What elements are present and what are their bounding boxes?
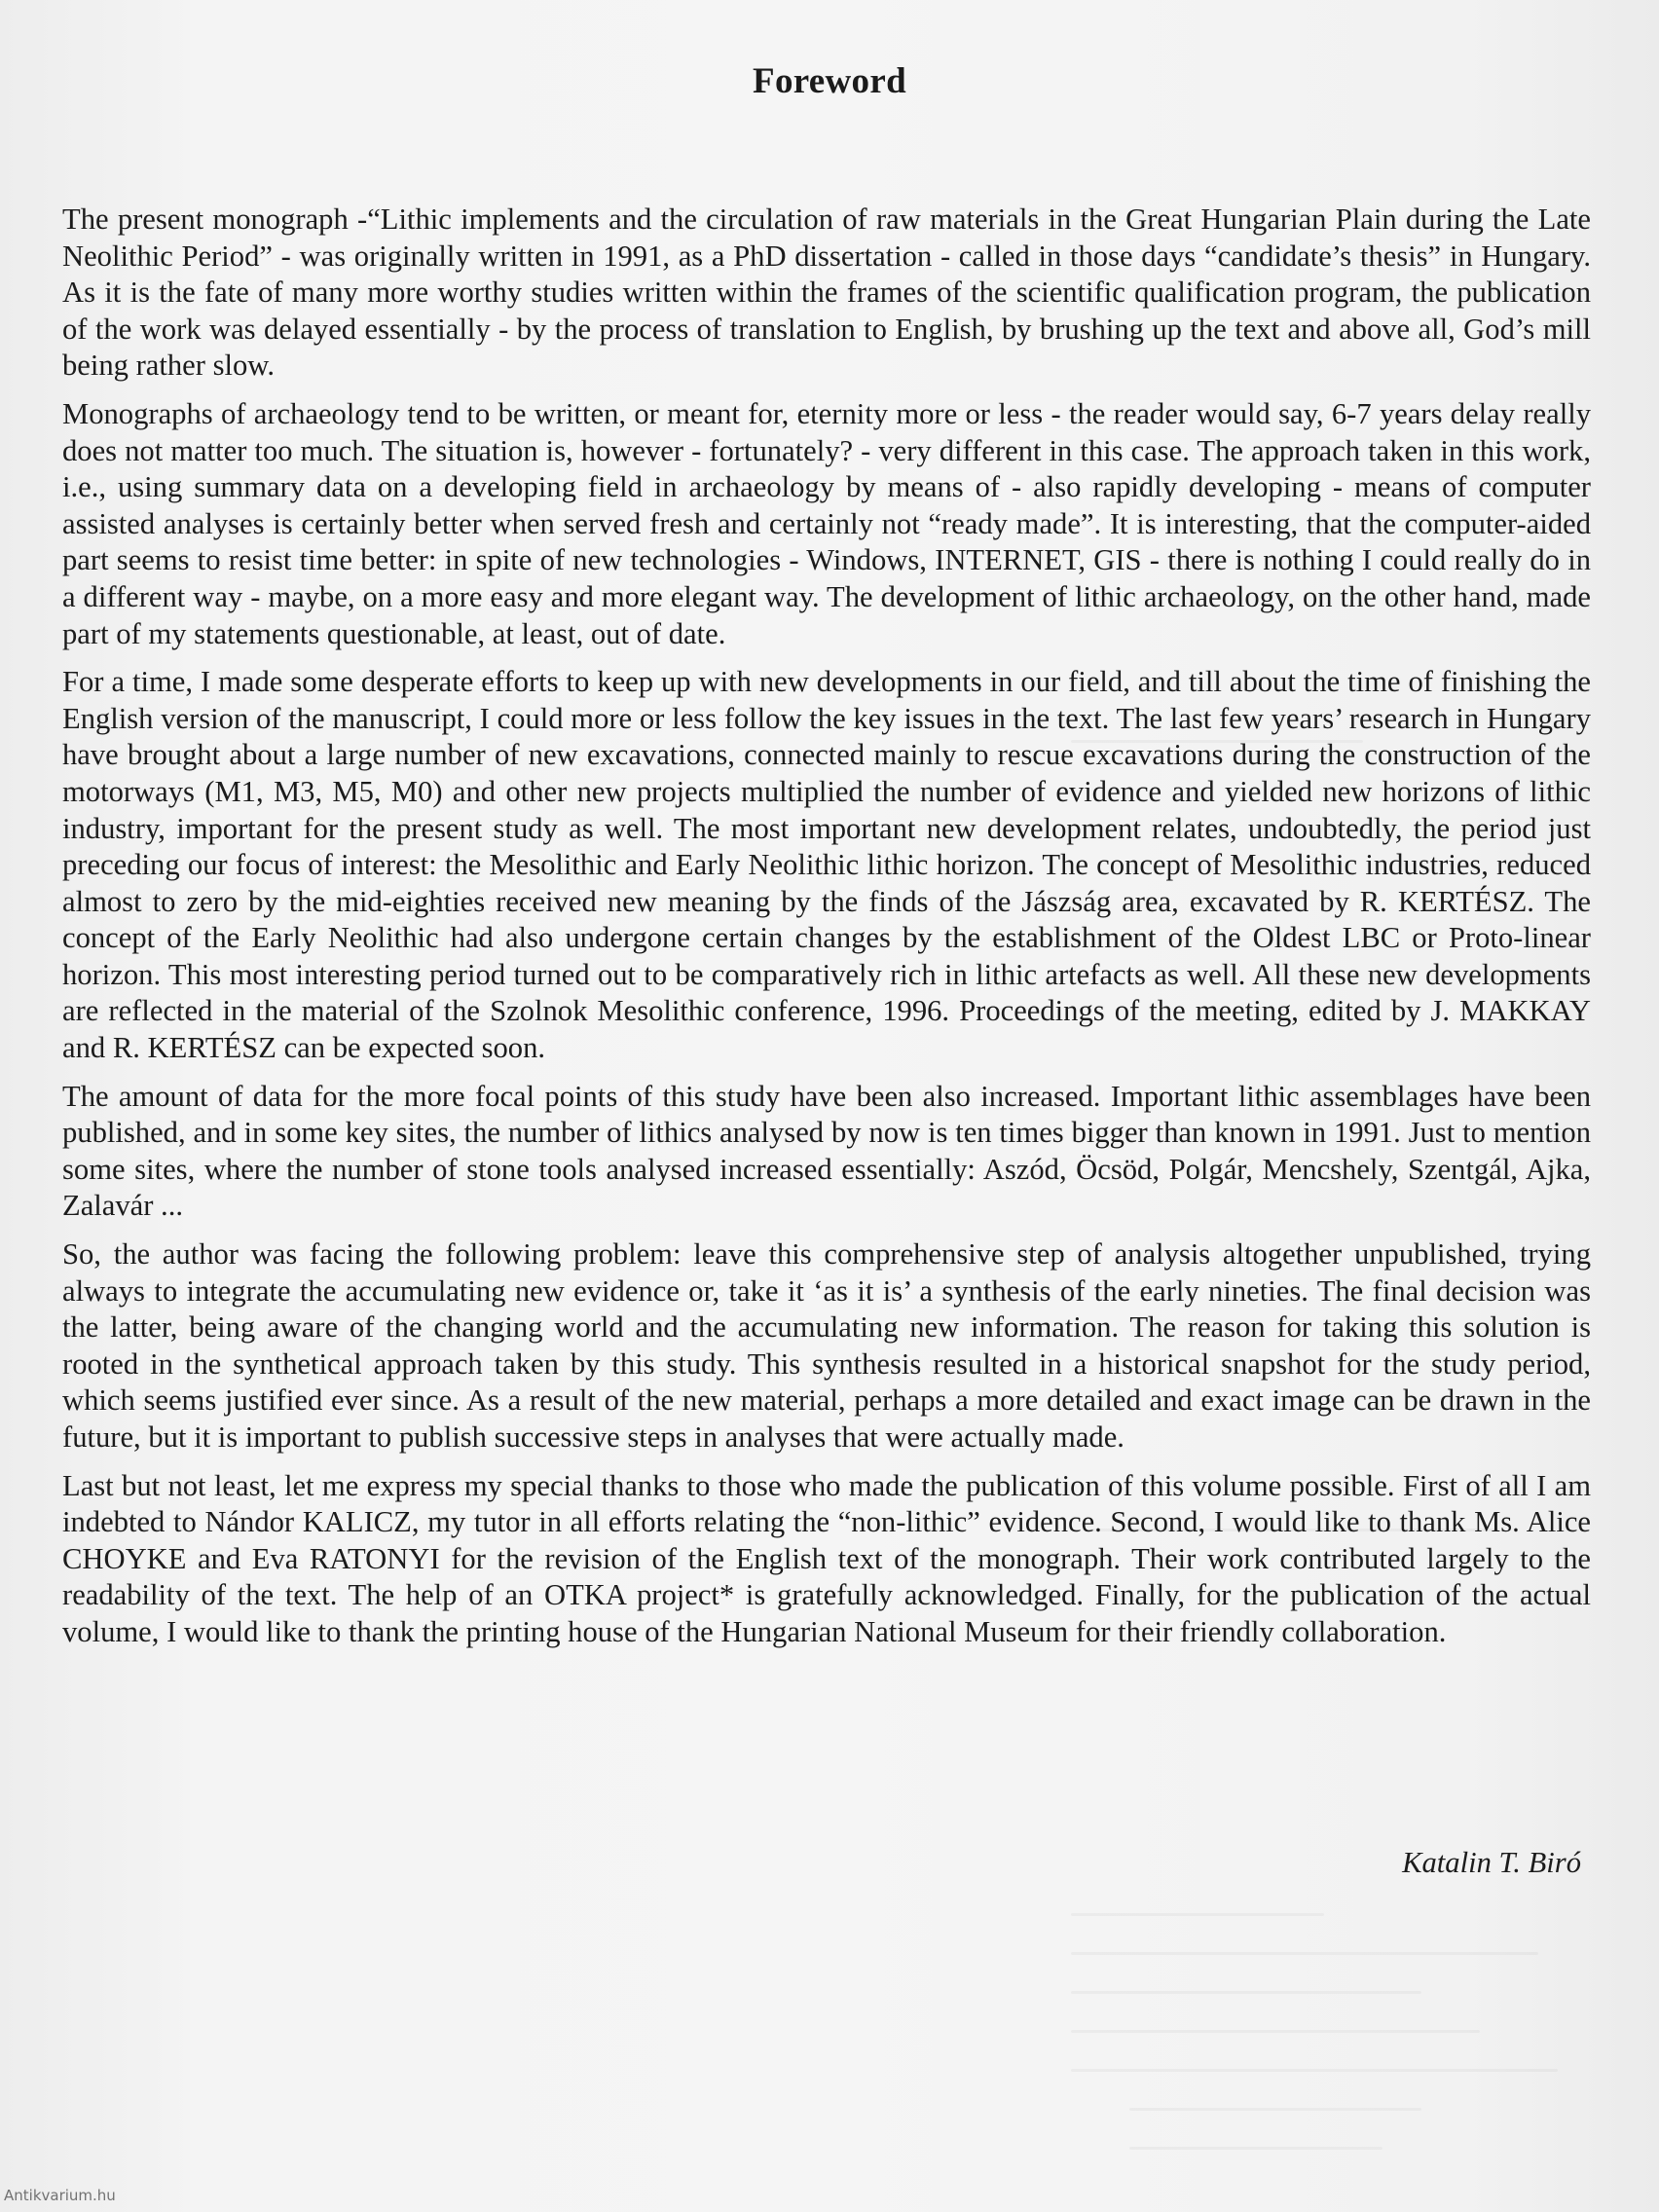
paragraph-2: Monographs of archaeology tend to be written, or meant for, eternity more or less - the reader would say, 6-7 years delay really does not matter too much. The situation is, however - fortunately? - very different in this case. The approach taken in this work, i.e., using summary data on a developing field in archaeology by means of - also rapidly developing - means of computer assisted analyses is certainly better when served fresh and certainly not “ready made”. It is interesting, that the computer-aided part seems to resist time better: in spite of new technologies - Windows, INTERNET, GIS - there is nothing I could really do in a different way - maybe, on a more easy and more elegant way. The development of lithic archaeology, on the other hand, made part of my statements questionable, at least, out of date. bbox=[62, 396, 1591, 650]
watermark-logo: Antikvarium.hu bbox=[4, 2187, 116, 2204]
paragraph-6: Last but not least, let me express my special thanks to those who made the publication of this volume possible. First of all I am indebted to Nándor KALICZ, my tutor in all efforts relating the “non-lithic” evidence. Second, I would like to thank Ms. Alice CHOYKE and Eva RATONYI for the revision of the English text of the monograph. Their work contributed largely to the readability of the text. The help of an OTKA project* is gratefully acknowledged. Finally, for the publication of the actual volume, I would like to thank the printing house of the Hungarian National Museum for their friendly collaboration. bbox=[62, 1468, 1591, 1648]
paragraph-3: For a time, I made some desperate efforts to keep up with new developments in our field, and till about the time of finishing the English version of the manuscript, I could more or less follow the key issues in the text. The last few years’ research in Hungary have brought about a large number of new excavations, connected mainly to rescue excavations during the construction of the motorways (M1, M3, M5, M0) and other new projects multiplied the number of evidence and yielded new horizons of lithic industry, important for the present study as well. The most important new development relates, undoubtedly, the period just preceding our focus of interest: the Mesolithic and Early Neolithic lithic horizon. The concept of Mesolithic industries, reduced almost to zero by the mid-eighties received new meaning by the finds of the Jászság area, excavated by R. KERTÉSZ. The concept of the Early Neolithic had also undergone certain changes by the establishment of the Oldest LBC or Proto-linear horizon. This most interesting period turned out to be comparatively rich in lithic artefacts as well. All these new developments are reflected in the material of the Szolnok Mesolithic conference, 1996. Proceedings of the meeting, edited by J. MAKKAY and R. KERTÉSZ can be expected soon. bbox=[62, 665, 1591, 1065]
page-title: Foreword bbox=[753, 61, 906, 101]
author-signature: Katalin T. Biró bbox=[1402, 1846, 1581, 1879]
paragraph-4: The amount of data for the more focal points of this study have been also increased. Important lithic assemblages have been published, and in some key sites, the number of lithics analysed by now is ten times bigger than known in 1991. Just to mention some sites, where the number of stone tools analysed increased essentially: Aszód, Öcsöd, Polgár, Mencshely, Szentgál, Ajka, Zalavár ... bbox=[62, 1079, 1591, 1223]
paragraph-1: The present monograph -“Lithic implements and the circulation of raw materials in the Great Hungarian Plain during the Late Neolithic Period” - was originally written in 1991, as a PhD dissertation - called in those days “candidate’s thesis” in Hungary. As it is the fate of many more worthy studies written within the frames of the scientific qualification program, the publication of the work was delayed essentially - by the process of translation to English, by brushing up the text and above all, God’s mill being rather slow. bbox=[62, 203, 1591, 383]
foreword-body bbox=[62, 202, 1591, 1663]
paragraph-5: So, the author was facing the following problem: leave this comprehensive step of analysis altogether unpublished, trying always to integrate the accumulating new evidence or, take it ‘as it is’ a synthesis of the early nineties. The final decision was the latter, being aware of the changing world and the accumulating new information. The reason for taking this solution is rooted in the synthetical approach taken by this study. This synthesis resulted in a historical snapshot for the study period, which seems justified ever since. As a result of the new material, perhaps a more detailed and exact image can be drawn in the future, but it is important to publish successive steps in analyses that were actually made. bbox=[62, 1237, 1591, 1454]
